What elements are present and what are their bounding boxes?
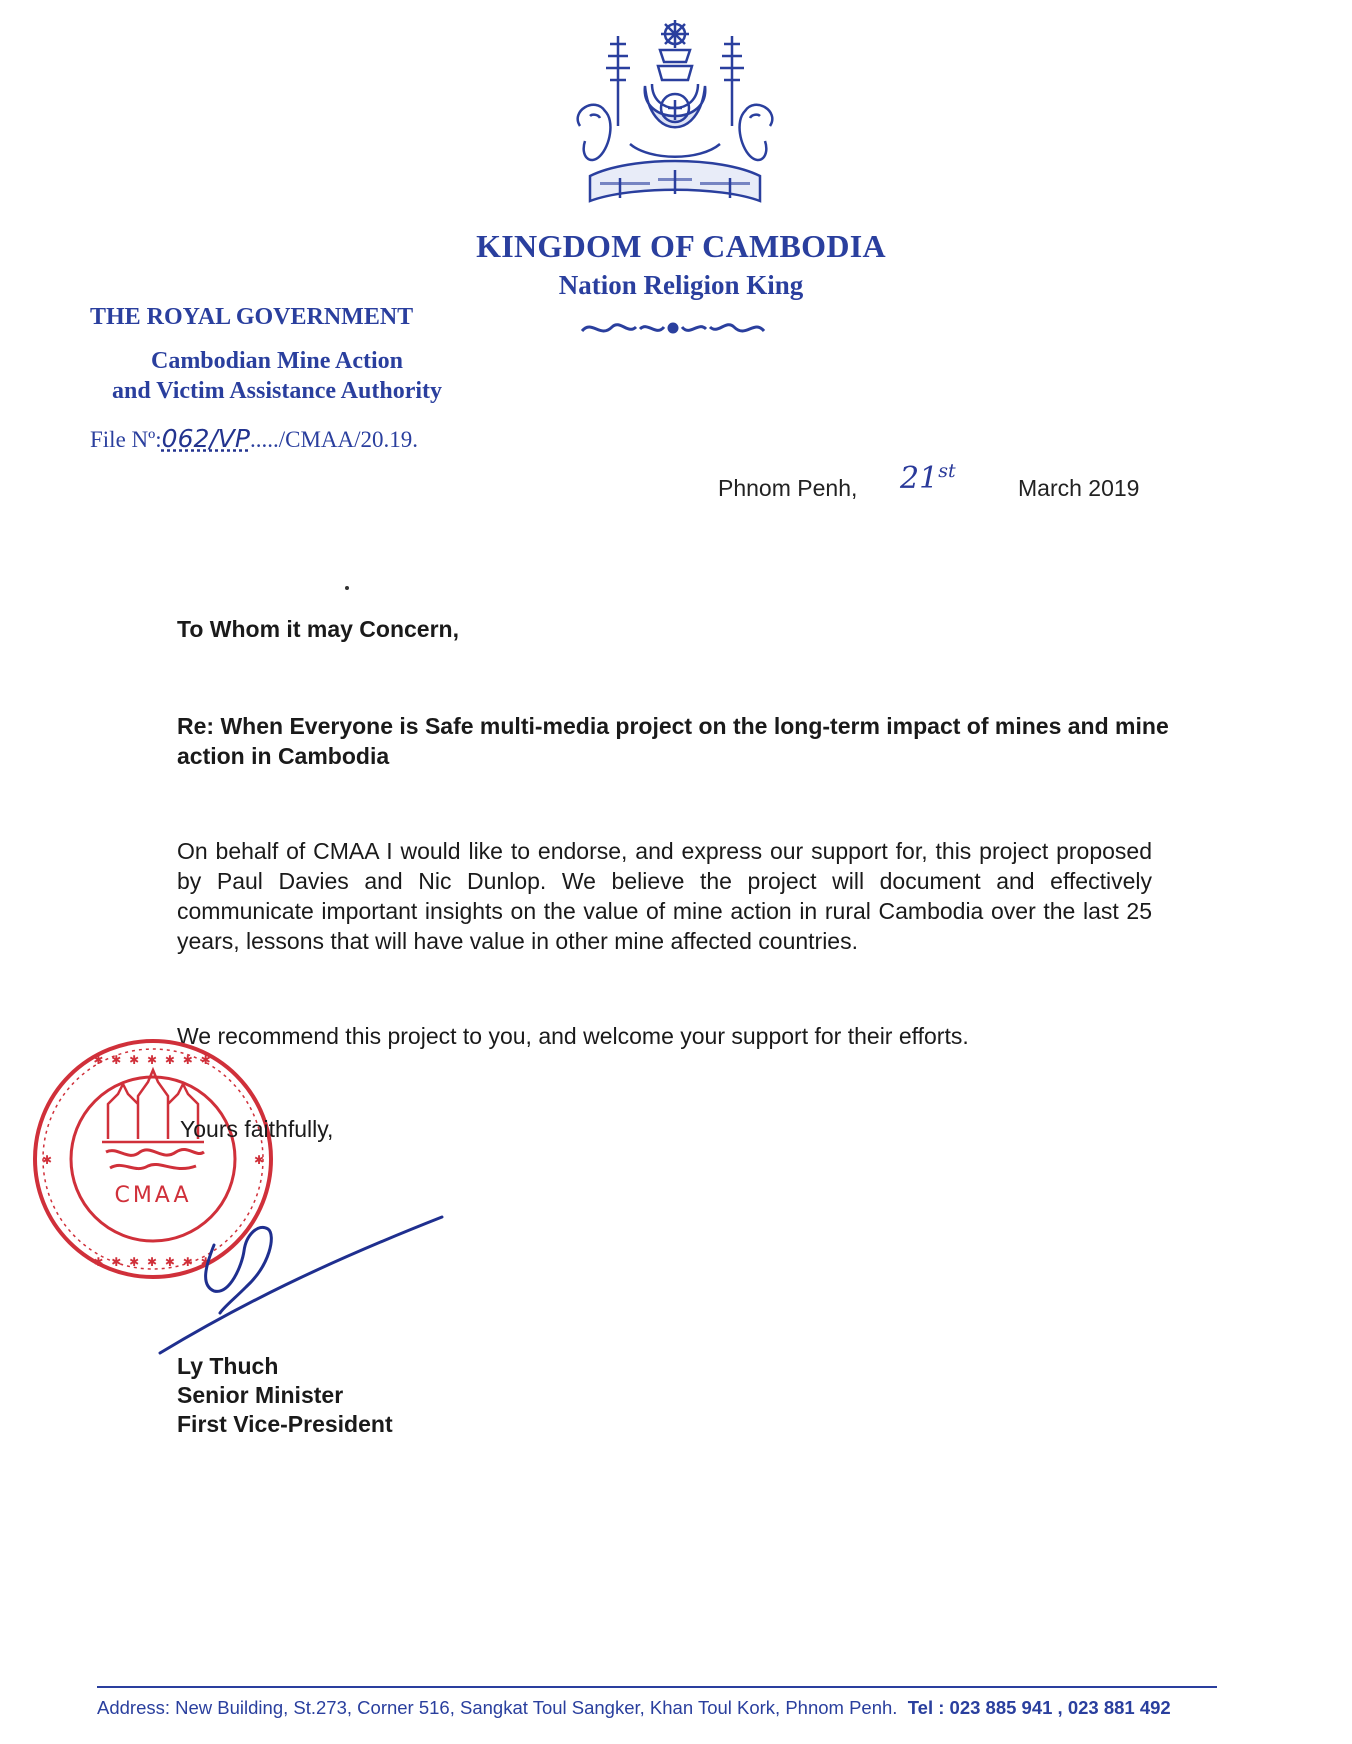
national-motto: Nation Religion King bbox=[558, 270, 804, 300]
date-day-number: 21 bbox=[900, 461, 939, 496]
file-number bbox=[90, 424, 418, 453]
stray-mark bbox=[345, 586, 349, 590]
letter-greeting: To Whom it may Concern, bbox=[177, 616, 459, 642]
royal-coat-of-arms-icon bbox=[560, 16, 790, 216]
country-title: KINGDOM OF CAMBODIA bbox=[476, 228, 886, 264]
svg-text:✱: ✱ bbox=[42, 1153, 54, 1167]
file-number-prefix: File Nº: bbox=[90, 427, 162, 452]
handwritten-day bbox=[900, 460, 956, 496]
footer-address: Address: New Building, St.273, Corner 516, Sangkat Toul Sangker, Khan Toul Kork, Phnom Penh. bbox=[97, 1697, 898, 1718]
file-number-handwritten: 062/VP bbox=[161, 424, 250, 453]
letter-recommendation: We recommend this project to you, and welcome your support for their efforts. bbox=[177, 1023, 969, 1049]
signer-position: First Vice-President bbox=[177, 1411, 393, 1437]
letter-city: Phnom Penh, bbox=[718, 475, 858, 501]
authority-name bbox=[72, 346, 482, 406]
footer-telephone: Tel : 023 885 941 , 023 881 492 bbox=[907, 1697, 1171, 1718]
letter-subject: Re: When Everyone is Safe multi-media project on the long-term impact of mines and mine action in Cambodia bbox=[177, 713, 1169, 769]
file-number-suffix: ...../CMAA/20.19. bbox=[250, 427, 419, 452]
svg-text:✱ ✱ ✱ ✱ ✱ ✱ ✱: ✱ ✱ ✱ ✱ ✱ ✱ ✱ bbox=[93, 1255, 213, 1269]
footer-divider bbox=[97, 1686, 1217, 1688]
handwritten-signature bbox=[150, 1195, 450, 1355]
authority-name-line1: Cambodian Mine Action bbox=[150, 348, 404, 374]
footer-address-line bbox=[97, 1697, 1171, 1719]
authority-name-line2: and Victim Assistance Authority bbox=[111, 378, 443, 404]
signer-title: Senior Minister bbox=[177, 1382, 344, 1408]
letter-closing: Yours faithfully, bbox=[180, 1116, 334, 1142]
svg-text:✱ ✱ ✱ ✱ ✱ ✱ ✱: ✱ ✱ ✱ ✱ ✱ ✱ ✱ bbox=[93, 1053, 213, 1067]
stamp-label: CMAA bbox=[114, 1183, 192, 1208]
government-heading: THE ROYAL GOVERNMENT bbox=[90, 304, 414, 330]
decorative-divider-icon bbox=[578, 317, 768, 339]
svg-text:✱: ✱ bbox=[254, 1153, 266, 1167]
date-day-suffix: st bbox=[938, 460, 956, 482]
signer-block bbox=[177, 1352, 393, 1439]
signer-name: Ly Thuch bbox=[177, 1353, 279, 1379]
letter-body: On behalf of CMAA I would like to endorse, and express our support for, this project proposed by Paul Davies and Nic Dunlop. We believe the project will document and effectively communicate important insights on the value of mine action in rural Cambodia over the last 25 years, lessons that will have value in other mine affected countries. bbox=[177, 838, 1152, 954]
letter-month-year: March 2019 bbox=[1018, 475, 1140, 501]
